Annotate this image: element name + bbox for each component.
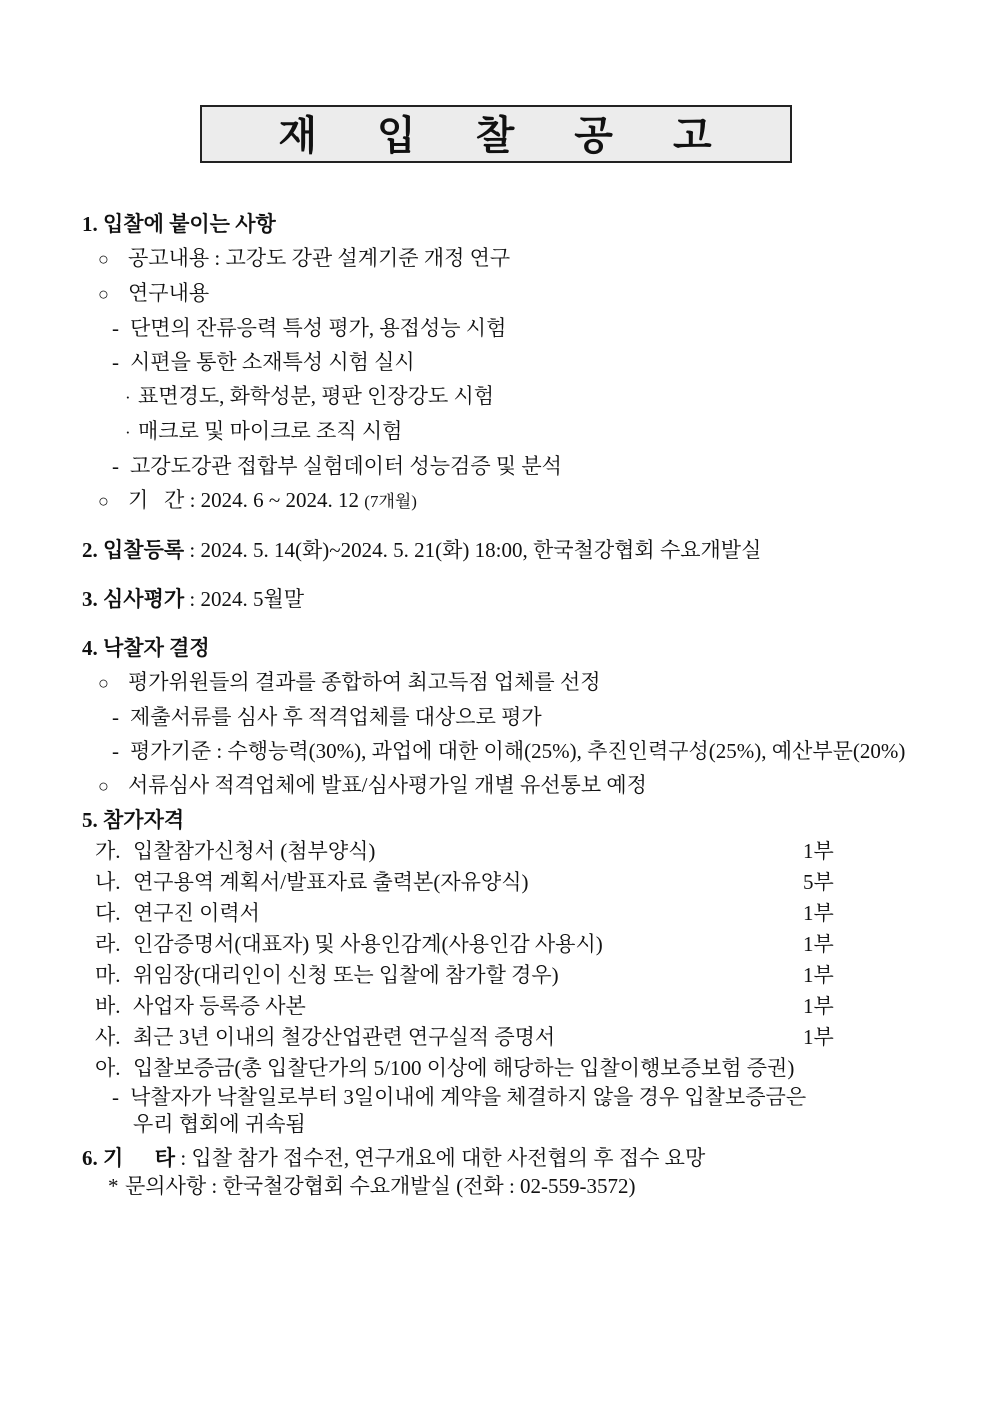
dot-bullet-icon: · (125, 423, 131, 442)
line-text: 입찰참가신청서 (첨부양식) (133, 839, 376, 863)
sub-bullet-line (0, 317, 992, 340)
copy-count: 1부 (803, 839, 834, 863)
line-text: 단면의 잔류응력 특성 평가, 용접성능 시험 (130, 316, 507, 340)
circle-bullet-icon: ○ (98, 284, 109, 304)
heading-label: 3. 심사평가 (82, 587, 185, 611)
document-title-box (200, 105, 792, 163)
circle-bullet-icon: ○ (98, 249, 109, 269)
detail-line (0, 420, 992, 444)
continuation-line (0, 1113, 992, 1136)
line-text: 공고내용 : 고강도 강관 설계기준 개정 연구 (128, 246, 511, 270)
line-text: 4. 낙찰자 결정 (82, 636, 210, 660)
bullet-line (0, 489, 992, 513)
line-text: 평가위원들의 결과를 종합하여 최고득점 업체를 선정 (128, 670, 601, 694)
item-label: 다. (95, 901, 121, 925)
circle-bullet-icon: ○ (98, 491, 109, 511)
heading-value: : 입찰 참가 접수전, 연구개요에 대한 사전협의 후 접수 요망 (175, 1146, 706, 1170)
detail-line (0, 385, 992, 409)
line-text: 기 간 : 2024. 6 ~ 2024. 12 (128, 488, 365, 512)
bullet-line (0, 671, 992, 695)
line-text: 서류심사 적격업체에 발표/심사평가일 개별 유선통보 예정 (128, 773, 647, 797)
item-label: 가. (95, 839, 121, 863)
note-line (0, 1175, 992, 1198)
item-label: 나. (95, 870, 121, 894)
line-text: 평가기준 : 수행능력(30%), 과업에 대한 이해(25%), 추진인력구성(25%), 예산부문(20%) (130, 739, 906, 763)
copy-count: 5부 (803, 870, 834, 894)
bullet-line (0, 774, 992, 798)
dash-bullet-icon: - (112, 705, 119, 729)
copy-count: 1부 (803, 994, 834, 1018)
line-text: 사업자 등록증 사본 (133, 994, 306, 1018)
item-label: 라. (95, 932, 121, 956)
section-heading (0, 809, 992, 832)
line-text: 5. 참가자격 (82, 808, 185, 832)
checklist-item (0, 902, 992, 925)
line-text: 연구용역 계획서/발표자료 출력본(자유양식) (133, 870, 529, 894)
item-label: 바. (95, 994, 121, 1018)
sub-bullet-line (0, 455, 992, 478)
circle-bullet-icon: ○ (98, 673, 109, 693)
line-text: 시편을 통한 소재특성 시험 실시 (130, 350, 415, 374)
heading-label: 2. 입찰등록 (82, 538, 185, 562)
item-label: 마. (95, 963, 121, 987)
checklist-item (0, 964, 992, 987)
line-text: 1. 입찰에 붙이는 사항 (82, 212, 276, 236)
line-text: 낙찰자가 낙찰일로부터 3일이내에 계약을 체결하지 않을 경우 입찰보증금은 (130, 1085, 807, 1109)
section-heading (0, 1147, 992, 1170)
line-text: 표면경도, 화학성분, 평판 인장강도 시험 (138, 384, 495, 408)
asterisk-icon: * (108, 1174, 119, 1198)
section-heading (0, 588, 992, 611)
line-text: 매크로 및 마이크로 조직 시험 (138, 419, 403, 443)
copy-count: 1부 (803, 901, 834, 925)
checklist-item (0, 840, 992, 863)
document-title: 재 입 찰 공 고 (278, 112, 714, 158)
sub-bullet-line (0, 740, 992, 763)
checklist-item (0, 871, 992, 894)
dash-bullet-icon: - (112, 350, 119, 374)
section-heading (0, 213, 992, 236)
sub-bullet-line (0, 706, 992, 729)
copy-count: 1부 (803, 963, 834, 987)
copy-count: 1부 (803, 1025, 834, 1049)
line-text: 연구내용 (128, 281, 210, 305)
checklist-item (0, 995, 992, 1018)
line-text-small: (7개월) (364, 492, 417, 511)
copy-count: 1부 (803, 932, 834, 956)
bullet-line (0, 282, 992, 306)
checklist-item (0, 1026, 992, 1049)
line-text: 위임장(대리인이 신청 또는 입찰에 참가할 경우) (133, 963, 559, 987)
bullet-line (0, 247, 992, 271)
item-label: 아. (95, 1056, 121, 1080)
item-label: 사. (95, 1025, 121, 1049)
heading-value: : 2024. 5월말 (184, 587, 305, 611)
document-body (0, 163, 992, 1198)
dash-bullet-icon: - (112, 454, 119, 478)
heading-label: 6. 기 타 (82, 1146, 176, 1170)
line-text: 문의사항 : 한국철강협회 수요개발실 (전화 : 02-559-3572) (125, 1174, 636, 1198)
circle-bullet-icon: ○ (98, 776, 109, 796)
line-text: 연구진 이력서 (133, 901, 260, 925)
line-text: 제출서류를 심사 후 적격업체를 대상으로 평가 (130, 705, 542, 729)
dash-bullet-icon: - (112, 1085, 119, 1109)
dash-bullet-icon: - (112, 316, 119, 340)
heading-value: : 2024. 5. 14(화)~2024. 5. 21(화) 18:00, 한국철강협회 수요개발실 (184, 538, 762, 562)
sub-bullet-line (0, 1086, 992, 1109)
dash-bullet-icon: - (112, 739, 119, 763)
section-heading (0, 637, 992, 660)
sub-bullet-line (0, 351, 992, 374)
section-heading (0, 539, 992, 562)
line-text: 최근 3년 이내의 철강산업관련 연구실적 증명서 (133, 1025, 556, 1049)
line-text: 우리 협회에 귀속됨 (133, 1112, 306, 1136)
dot-bullet-icon: · (125, 388, 131, 407)
checklist-item (0, 933, 992, 956)
line-text: 인감증명서(대표자) 및 사용인감계(사용인감 사용시) (133, 932, 603, 956)
checklist-item (0, 1057, 992, 1080)
line-text: 입찰보증금(총 입찰단가의 5/100 이상에 해당하는 입찰이행보증보험 증권) (133, 1056, 795, 1080)
line-text: 고강도강관 접합부 실험데이터 성능검증 및 분석 (130, 454, 562, 478)
